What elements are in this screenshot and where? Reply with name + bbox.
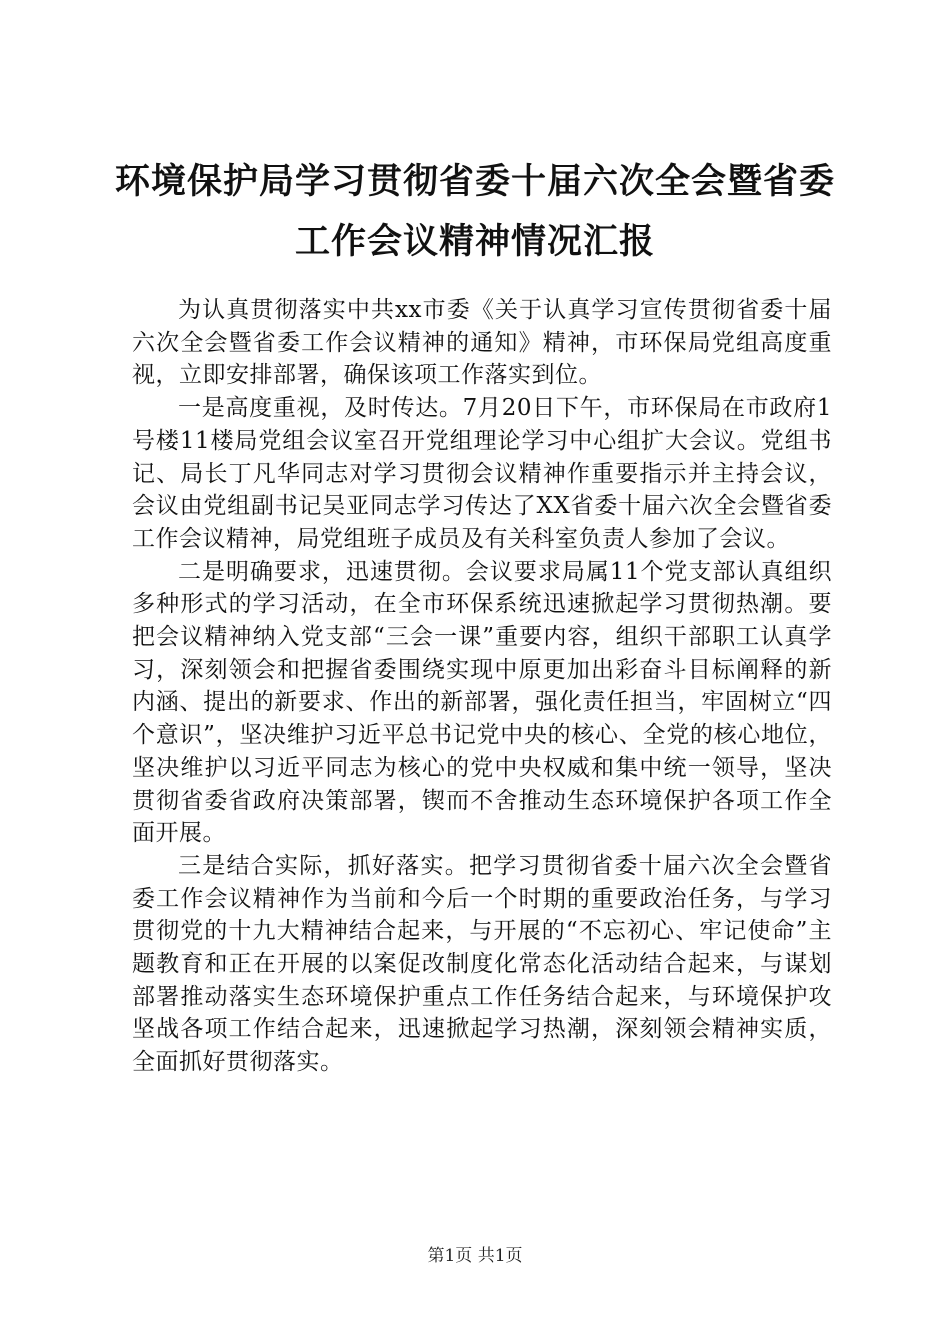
document-body bbox=[132, 294, 832, 1079]
page-number-footer: 第1页 共1页 bbox=[427, 1246, 523, 1266]
paragraph-point-2: 二是明确要求，迅速贯彻。会议要求局属11个党支部认真组织多种形式的学习活动，在全市环保系统迅速掀起学习贯彻热潮。要把会议精神纳入党支部“三会一课”重要内容，组织干部职工认真学习，深刻领会和把握省委围绕实现中原更加出彩奋斗目标阐释的新内涵、提出的新要求、作出的新部署，强化责任担当，牢固树立“四个意识”，坚决维护习近平总书记党中央的核心、全党的核心地位，坚决维护以习近平同志为核心的党中央权威和集中统一领导，坚决贯彻省委省政府决策部署，锲而不舍推动生态环境保护各项工作全面开展。 bbox=[132, 558, 832, 847]
paragraph-point-1: 一是高度重视，及时传达。7月20日下午，市环保局在市政府1号楼11楼局党组会议室召开党组理论学习中心组扩大会议。党组书记、局长丁凡华同志对学习贯彻会议精神作重要指示并主持会议，会议由党组副书记吴亚同志学习传达了XX省委十届六次全会暨省委工作会议精神，局党组班子成员及有关科室负责人参加了会议。 bbox=[132, 395, 832, 552]
title-line-1: 环境保护局学习贯彻省委十届六次全会暨省委 bbox=[114, 162, 835, 202]
paragraph-intro: 为认真贯彻落实中共xx市委《关于认真学习宣传贯彻省委十届六次全会暨省委工作会议精神的通知》精神，市环保局党组高度重视，立即安排部署，确保该项工作落实到位。 bbox=[132, 297, 832, 389]
title-line-2: 工作会议精神情况汇报 bbox=[294, 222, 655, 262]
paragraph-point-3: 三是结合实际，抓好落实。把学习贯彻省委十届六次全会暨省委工作会议精神作为当前和今后一个时期的重要政治任务，与学习贯彻党的十九大精神结合起来，与开展的“不忘初心、牢记使命”主题教育和正在开展的以案促改制度化常态化活动结合起来，与谋划部署推动落实生态环境保护重点工作任务结合起来，与环境保护攻坚战各项工作结合起来，迅速掀起学习热潮，深刻领会精神实质，全面抓好贯彻落实。 bbox=[132, 852, 832, 1076]
document-title bbox=[100, 152, 850, 272]
